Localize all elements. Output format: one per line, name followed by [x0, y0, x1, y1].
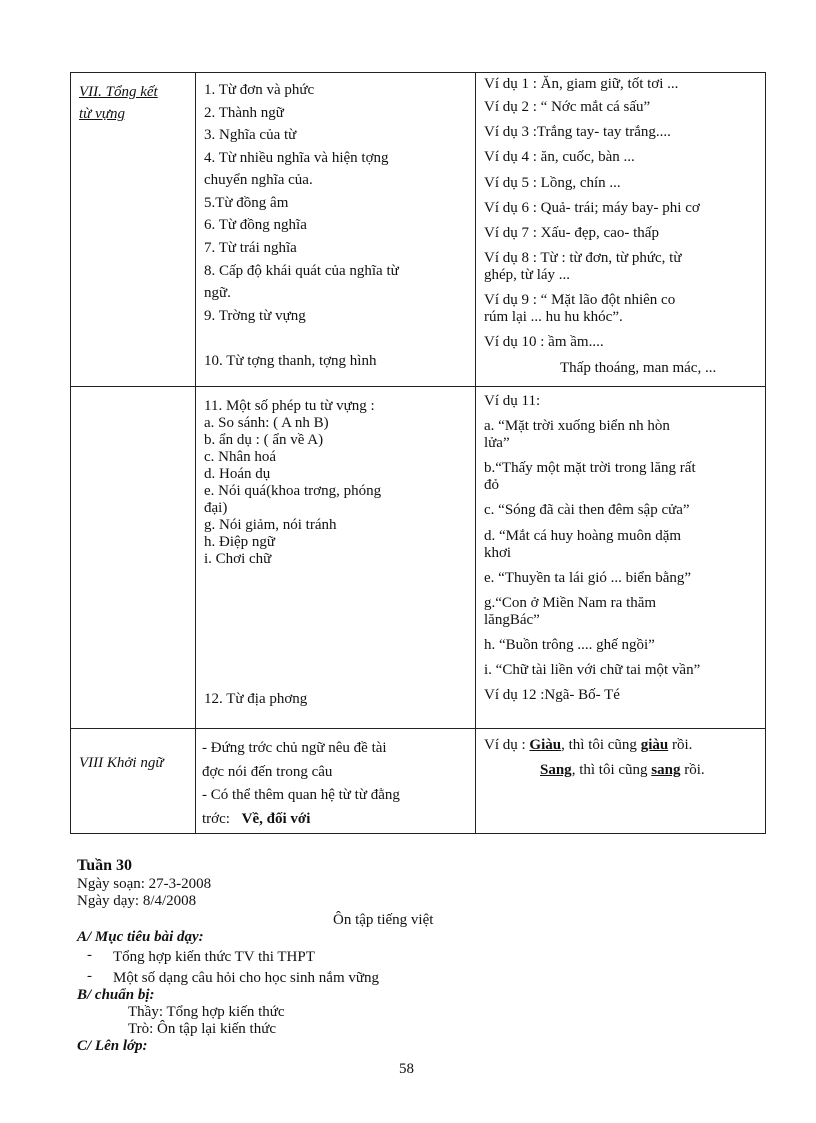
example-line: lửa” — [484, 435, 510, 451]
example-line: đỏ — [484, 477, 499, 493]
section-a-heading: A/ Mục tiêu bài dạy: — [77, 929, 204, 945]
list-item: h. Điệp ngữ — [204, 534, 276, 550]
example-line: Ví dụ 4 : ăn, cuốc, bàn ... — [484, 149, 635, 165]
example-cell — [476, 729, 765, 833]
example-line: rúm lại ... hu hu khóc”. — [484, 309, 623, 325]
list-item: 12. Từ địa phơng — [204, 691, 308, 707]
example-line: Ví dụ 2 : “ Nớc mắt cá sấu” — [484, 99, 651, 115]
topic-cell — [196, 729, 476, 833]
row-heading-cell — [71, 387, 196, 728]
row-heading-cell — [71, 729, 196, 833]
list-item: 9. Trờng từ vựng — [204, 308, 306, 324]
list-item: g. Nói giảm, nói tránh — [204, 517, 337, 533]
section-c-heading: C/ Lên lớp: — [77, 1038, 148, 1054]
example-line: d. “Mắt cá huy hoàng muôn dặm — [484, 528, 682, 544]
example-line: c. “Sóng đã cài then đêm sập cửa” — [484, 502, 690, 518]
week-heading: Tuần 30 — [77, 857, 132, 874]
example-text: rồi. — [680, 762, 705, 778]
list-item: đợc nói đến trong câu — [202, 764, 333, 780]
example-line: Ví dụ 5 : Lồng, chín ... — [484, 175, 621, 191]
list-item: đại) — [204, 500, 228, 516]
example-line: khơi — [484, 545, 512, 561]
example-line: Ví dụ 1 : Ăn, giam giữ, tốt tơi ... — [484, 76, 679, 92]
example-text: , thì tôi cũng — [571, 762, 652, 778]
list-item: c. Nhân hoá — [204, 449, 277, 465]
bold-word: Giàu — [529, 737, 562, 753]
page-number: 58 — [399, 1061, 414, 1077]
example-line: b.“Thấy một mặt trời trong lăng rất — [484, 460, 696, 476]
list-item: 4. Từ nhiều nghĩa và hiện tợng — [204, 150, 389, 166]
bullet-mark: - — [87, 968, 92, 984]
example-line: e. “Thuyền ta lái gió ... biển bằng” — [484, 570, 692, 586]
topic-cell — [196, 73, 476, 386]
example-text: Ví dụ : — [484, 737, 530, 753]
example-text: rồi. — [668, 737, 693, 753]
example-line: Thấp thoáng, man mác, ... — [560, 360, 717, 376]
prep-date: Ngày soạn: 27-3-2008 — [77, 876, 212, 892]
example-line: lăngBác” — [484, 612, 540, 628]
example-text: , thì tôi cũng — [561, 737, 641, 753]
list-item: 11. Một số phép tu từ vựng : — [204, 398, 375, 414]
example-line: Ví dụ 10 : ầm ầm.... — [484, 334, 604, 350]
section-b-heading: B/ chuẩn bị: — [77, 987, 155, 1003]
bullet-mark: - — [87, 947, 92, 963]
list-item: d. Hoán dụ — [204, 466, 271, 482]
example-line: ghép, từ láy ... — [484, 267, 571, 283]
example-line: Ví dụ 8 : Từ : từ đơn, từ phức, từ — [484, 250, 682, 266]
list-item: 1. Từ đơn và phức — [204, 82, 315, 98]
topic-cell — [196, 387, 476, 728]
list-item: 6. Từ đồng nghĩa — [204, 217, 307, 233]
example-line: Ví dụ 7 : Xấu- đẹp, cao- thấp — [484, 225, 659, 241]
teacher-prep: Thầy: Tổng hợp kiến thức — [128, 1004, 285, 1020]
list-item-text: trớc: — [202, 811, 230, 827]
list-item: 7. Từ trái nghĩa — [204, 240, 297, 256]
list-item: i. Chơi chữ — [204, 551, 272, 567]
section-heading: VII. Tổng kết — [79, 84, 158, 100]
list-item: 3. Nghĩa của từ — [204, 127, 297, 143]
table-row — [71, 73, 765, 387]
bold-word: sang — [651, 762, 681, 778]
section-heading: từ vựng — [79, 106, 125, 122]
example-line: Ví dụ 9 : “ Mặt lão đột nhiên co — [484, 292, 676, 308]
bold-word: giàu — [640, 737, 669, 753]
list-item: b. ẩn dụ : ( ẩn về A) — [204, 432, 324, 448]
example-line — [540, 762, 705, 779]
list-item — [202, 811, 310, 828]
teach-date: Ngày dạy: 8/4/2008 — [77, 893, 197, 909]
example-cell — [476, 387, 765, 728]
example-cell — [476, 73, 765, 386]
list-item: 10. Từ tợng thanh, tợng hình — [204, 353, 377, 369]
row-heading-cell — [71, 73, 196, 386]
example-line — [484, 737, 692, 754]
list-item: 5.Từ đồng âm — [204, 195, 289, 211]
example-line: i. “Chữ tài liền với chữ tai một vần” — [484, 662, 701, 678]
list-item: ngữ. — [204, 285, 231, 301]
example-line: Ví dụ 3 :Trắng tay- tay trắng.... — [484, 124, 671, 140]
example-line: g.“Con ở Miền Nam ra thăm — [484, 595, 657, 611]
bold-text: Về, đối với — [241, 811, 311, 827]
section-heading: VIII Khởi ngữ — [79, 755, 164, 771]
example-line: Ví dụ 11: — [484, 393, 541, 409]
list-item: a. So sánh: ( A nh B) — [204, 415, 329, 431]
example-line: Ví dụ 6 : Quả- trái; máy bay- phi cơ — [484, 200, 700, 216]
list-item: - Có thể thêm quan hệ từ từ đằng — [202, 787, 400, 803]
list-item: 8. Cấp độ khái quát của nghĩa từ — [204, 263, 399, 279]
objective-item: Tổng hợp kiến thức TV thi THPT — [113, 949, 315, 965]
example-line: h. “Buồn trông .... ghế ngồi” — [484, 637, 655, 653]
lesson-title: Ôn tập tiếng việt — [333, 912, 434, 928]
table-row — [71, 387, 765, 729]
bold-word: Sang — [540, 762, 572, 778]
example-line: Ví dụ 12 :Ngã- Bố- Té — [484, 687, 620, 703]
student-prep: Trò: Ôn tập lại kiến thức — [128, 1021, 276, 1037]
objective-item: Một số dạng câu hỏi cho học sinh nắm vững — [113, 970, 380, 986]
list-item: chuyển nghĩa của. — [204, 172, 313, 188]
list-item: e. Nói quá(khoa trơng, phóng — [204, 483, 382, 499]
example-line: a. “Mặt trời xuống biển nh hòn — [484, 418, 670, 434]
table-row — [71, 729, 765, 833]
list-item: 2. Thành ngữ — [204, 105, 284, 121]
review-table — [70, 72, 766, 834]
list-item: - Đứng trớc chủ ngữ nêu đề tài — [202, 740, 387, 756]
